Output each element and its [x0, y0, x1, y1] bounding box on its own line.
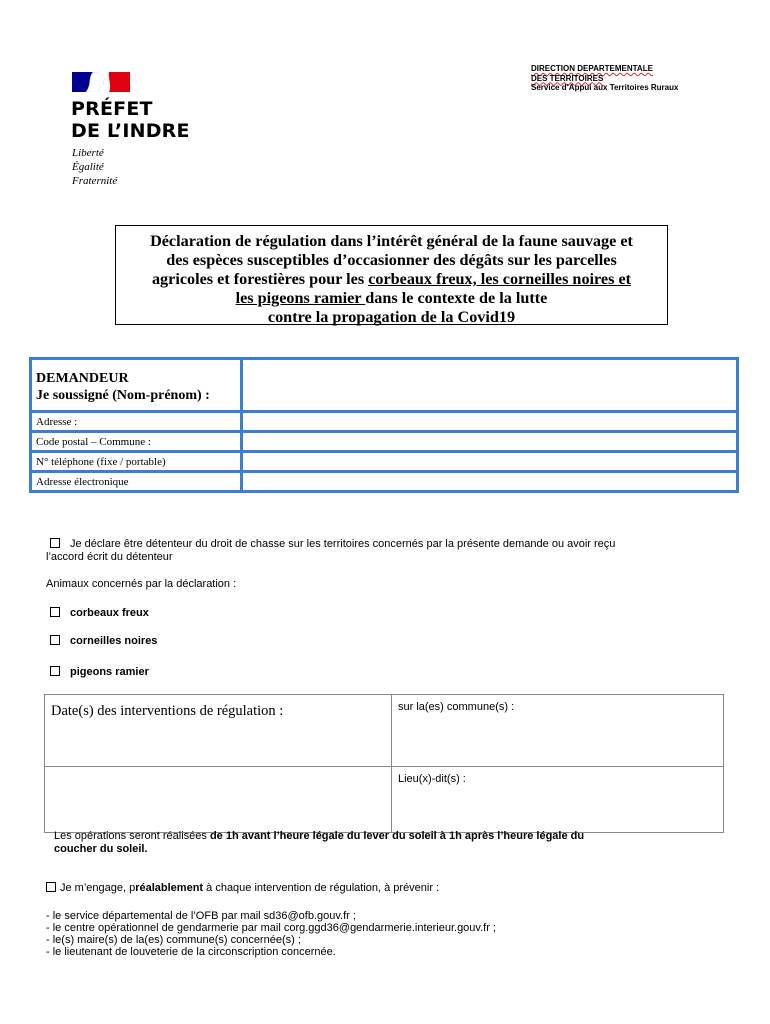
pigeons-checkbox[interactable] — [50, 666, 60, 676]
animals-intro: Animaux concernés par la déclaration : — [46, 578, 237, 590]
hunting-rights-checkbox[interactable] — [50, 538, 60, 548]
engagement-checkbox[interactable] — [46, 882, 56, 892]
email-field[interactable] — [242, 472, 738, 492]
animal-option-corneilles[interactable]: corneilles noires — [50, 635, 157, 648]
document-title: Déclaration de régulation dans l’intérêt général de la faune sauvage et des espèces susceptibles d’occasionner des dégâts sur les parcelles agricoles et forestières pour les corbeaux freux, les corneilles noires et les pigeons ramier dans le contexte de la lutte contre la propagation de la Covid19 — [115, 225, 668, 325]
prefecture-name: PRÉFET DE L’INDRE — [71, 98, 190, 142]
notify-item: - le(s) maire(s) de la(es) commune(s) concernée(s) ; — [46, 934, 301, 946]
email-label: Adresse électronique — [31, 472, 242, 492]
applicant-table — [29, 357, 739, 493]
address-field[interactable] — [242, 412, 738, 432]
applicant-header: DEMANDEUR Je soussigné (Nom-prénom) : — [31, 359, 242, 412]
operations-timing: Les opérations seront réalisées de 1h avant l’heure légale du lever du soleil à 1h après l’heure légale du coucher du soleil. — [54, 830, 585, 855]
commune-field[interactable]: sur la(es) commune(s) : — [392, 695, 724, 767]
notify-item: - le lieutenant de louveterie de la circonscription concernée. — [46, 946, 336, 958]
animal-option-corbeaux[interactable]: corbeaux freux — [50, 607, 149, 620]
dates-field[interactable]: Date(s) des interventions de régulation : — [45, 695, 392, 767]
hunting-declaration: Je déclare être détenteur du droit de chasse sur les territoires concernés par la présente demande ou avoir reçu l’accord écrit du détenteur — [46, 538, 616, 563]
marianne-logo — [72, 72, 130, 92]
interventions-table — [44, 694, 724, 833]
postal-code-field[interactable] — [242, 432, 738, 452]
notify-item: - le service départemental de l’OFB par mail sd36@ofb.gouv.fr ; — [46, 910, 356, 922]
service-header: DIRECTION DEPARTEMENTALE DES TERRITOIRES Service d’Appui aux Territoires Ruraux — [531, 64, 679, 92]
engagement-statement: Je m’engage, préalablement à chaque intervention de régulation, à prévenir : — [46, 882, 439, 895]
corneilles-checkbox[interactable] — [50, 635, 60, 645]
notify-list — [46, 910, 496, 958]
notify-item: - le centre opérationnel de gendarmerie par mail corg.ggd36@gendarmerie.interieur.gouv.fr ; — [46, 922, 496, 934]
dates-field-extra[interactable] — [45, 767, 392, 833]
address-label: Adresse : — [31, 412, 242, 432]
lieu-dit-field[interactable]: Lieu(x)-dit(s) : — [392, 767, 724, 833]
phone-field[interactable] — [242, 452, 738, 472]
animal-option-pigeons[interactable]: pigeons ramier — [50, 666, 149, 679]
phone-label: N° téléphone (fixe / portable) — [31, 452, 242, 472]
postal-code-label: Code postal – Commune : — [31, 432, 242, 452]
republic-motto: Liberté Égalité Fraternité — [72, 147, 118, 187]
corbeaux-checkbox[interactable] — [50, 607, 60, 617]
name-field[interactable] — [242, 359, 738, 412]
